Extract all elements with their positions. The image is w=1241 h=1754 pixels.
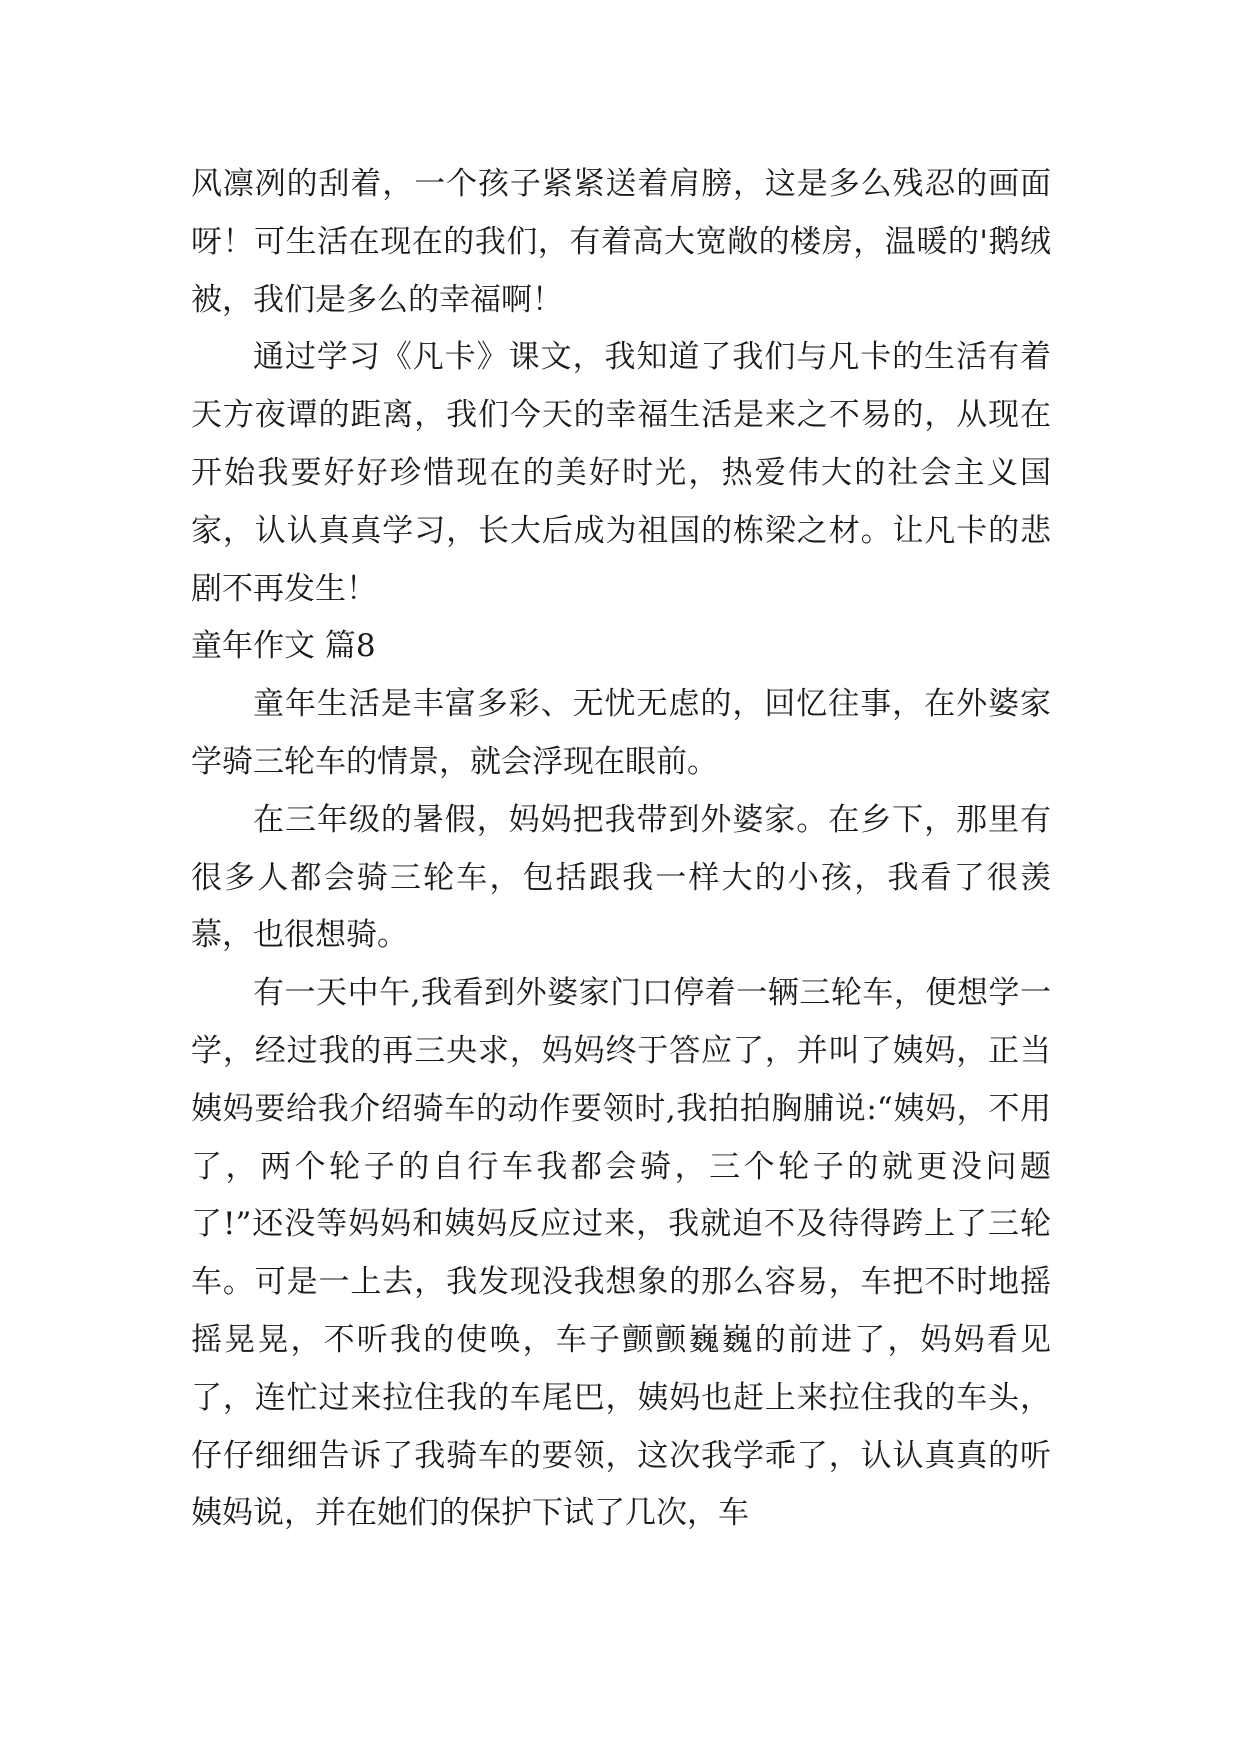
paragraph-story: 有一天中午,我看到外婆家门口停着一辆三轮车，便想学一学，经过我的再三央求，妈妈终于答应了，并叫了姨妈，正当姨妈要给我介绍骑车的动作要领时,我拍拍胸脯说:“姨妈，不用了，两个轮子的自行车我都会骑，三个轮子的就更没问题了!”还没等妈妈和姨妈反应过来，我就迫不及待得跨上了三轮车。可是一上去，我发现没我想象的那么容易，车把不时地摇摇晃晃，不听我的使唤，车子颤颤巍巍的前进了，妈妈看见了，连忙过来拉住我的车尾巴，姨妈也赶上来拉住我的车头，仔仔细细告诉了我骑车的要领，这次我学乖了，认认真真的听姨妈说，并在她们的保护下试了几次，车: [191, 975, 1051, 1532]
section-heading: 童年作文 篇8: [191, 628, 376, 665]
paragraph-summer: 在三年级的暑假，妈妈把我带到外婆家。在乡下，那里有很多人都会骑三轮车，包括跟我一样大的小孩，我看了很羡慕，也很想骑。: [191, 801, 1051, 954]
paragraph-intro: 童年生活是丰富多彩、无忧无虑的，回忆往事，在外婆家学骑三轮车的情景，就会浮现在眼前。: [191, 686, 1051, 780]
document-body: [191, 156, 1051, 1543]
paragraph-lesson: 通过学习《凡卡》课文，我知道了我们与凡卡的生活有着天方夜谭的距离，我们今天的幸福生活是来之不易的，从现在开始我要好好珍惜现在的美好时光，热爱伟大的社会主义国家，认认真真学习，长大后成为祖国的栋梁之材。让凡卡的悲剧不再发生！: [191, 339, 1051, 607]
paragraph-continued: 风凛冽的刮着，一个孩子紧紧送着肩膀，这是多么残忍的画面呀！可生活在现在的我们，有着高大宽敞的楼房，温暖的'鹅绒被，我们是多么的幸福啊！: [191, 166, 1051, 318]
